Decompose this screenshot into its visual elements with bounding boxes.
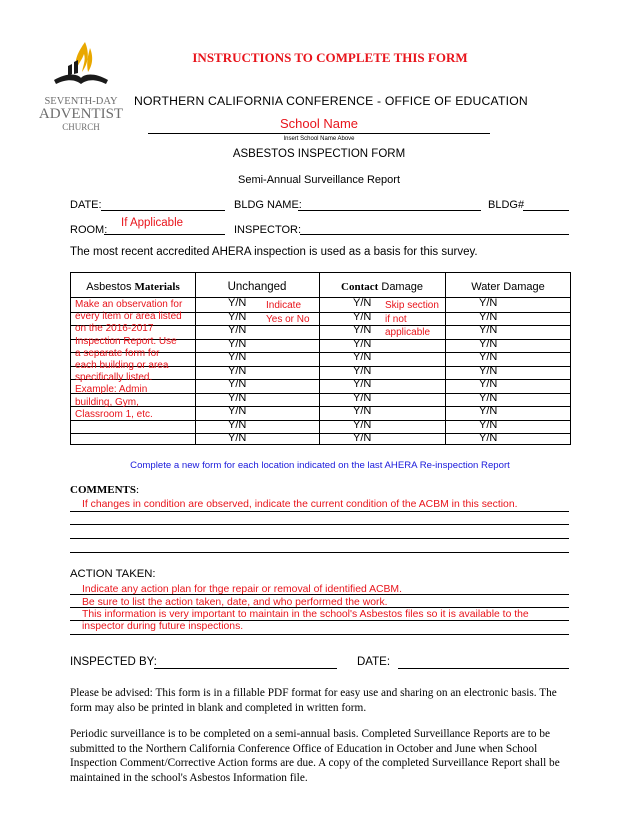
unchanged-yn[interactable]: Y/N	[228, 297, 247, 309]
header-materials-part2: Materials	[134, 281, 180, 293]
header-contact-damage	[319, 281, 445, 293]
signoff-date-label: DATE:	[357, 656, 391, 668]
comments-label-colon: :	[136, 484, 140, 496]
unchanged-yn[interactable]: Y/N	[228, 351, 247, 363]
water-damage-yn[interactable]: Y/N	[479, 337, 498, 350]
inspector-label: INSPECTOR:	[234, 224, 302, 236]
comments-line-2[interactable]	[70, 524, 569, 525]
water-damage-yn[interactable]: Y/N	[479, 364, 498, 377]
unchanged-yn[interactable]: Y/N	[228, 337, 247, 350]
contact-damage-yn[interactable]: Y/N	[353, 405, 372, 417]
flame-book-icon	[38, 40, 124, 92]
instructions-title: INSTRUCTIONS TO COMPLETE THIS FORM	[192, 50, 468, 65]
unchanged-yn[interactable]: Y/N	[228, 418, 247, 431]
col-divider	[195, 273, 196, 444]
action-taken-line-4[interactable]: inspector during future inspections.	[82, 621, 244, 632]
contact-damage-yn[interactable]: Y/N	[353, 418, 372, 431]
date-label: DATE:	[70, 199, 102, 211]
room-hint: If Applicable	[121, 217, 184, 229]
conference-name: NORTHERN CALIFORNIA CONFERENCE - OFFICE OF EDUCATION	[134, 94, 528, 108]
bldg-name-label: BLDG NAME:	[234, 199, 302, 211]
contact-damage-yn[interactable]: Y/N	[353, 310, 372, 323]
water-damage-yn[interactable]: Y/N	[479, 310, 498, 323]
comments-line-4[interactable]	[70, 552, 569, 553]
materials-note-line: each building or area	[75, 360, 169, 372]
inspector-field[interactable]	[300, 234, 569, 235]
contact-damage-yn[interactable]: Y/N	[353, 337, 372, 350]
date-field[interactable]	[101, 210, 225, 211]
water-damage-yn[interactable]: Y/N	[479, 297, 498, 309]
contact-note	[385, 299, 439, 340]
contact-damage-yn[interactable]: Y/N	[353, 297, 372, 309]
report-title: Semi-Annual Surveillance Report	[237, 174, 401, 186]
water-damage-yn[interactable]: Y/N	[479, 418, 498, 431]
basis-note: The most recent accredited AHERA inspection is used as a basis for this survey.	[70, 246, 478, 258]
comments-line-1[interactable]	[70, 511, 569, 512]
action-taken-line-3[interactable]: This information is very important to maintain in the school's Asbestos files so it is available to the	[82, 609, 529, 620]
comments-label-text: COMMENTS	[70, 484, 136, 496]
school-name-note: Insert School Name Above	[283, 136, 355, 142]
water-damage-yn[interactable]: Y/N	[479, 391, 498, 404]
unchanged-note-line: Yes or No	[266, 313, 310, 325]
school-name-field[interactable]: School Name	[279, 116, 359, 131]
water-damage-yn[interactable]: Y/N	[479, 405, 498, 417]
unchanged-yn[interactable]: Y/N	[228, 364, 247, 377]
logo-text-line2: ADVENTIST	[38, 106, 124, 122]
contact-damage-yn[interactable]: Y/N	[353, 364, 372, 377]
action-underline	[70, 594, 569, 595]
logo-text-line1: SEVENTH-DAY	[44, 96, 118, 107]
col-divider	[319, 273, 320, 444]
unchanged-yn[interactable]: Y/N	[228, 405, 247, 417]
room-label: ROOM:	[70, 224, 108, 236]
header-materials	[71, 281, 195, 293]
contact-damage-yn[interactable]: Y/N	[353, 391, 372, 404]
water-damage-yn[interactable]: Y/N	[479, 432, 498, 444]
action-underline	[70, 620, 569, 621]
contact-damage-yn[interactable]: Y/N	[353, 351, 372, 363]
school-name-underline	[148, 133, 490, 134]
signoff-date-field[interactable]	[398, 668, 569, 669]
materials-note	[75, 299, 193, 421]
unchanged-yn[interactable]: Y/N	[228, 391, 247, 404]
comments-label	[70, 484, 139, 496]
materials-note-line: every item or area listed	[75, 311, 182, 323]
unchanged-yn[interactable]: Y/N	[228, 310, 247, 323]
materials-note-line: on the 2016-2017	[75, 323, 154, 335]
materials-note-line: building, Gym,	[75, 396, 139, 408]
contact-damage-yn[interactable]: Y/N	[353, 324, 372, 336]
header-unchanged: Unchanged	[227, 281, 287, 293]
logo-text-line3: CHURCH	[62, 122, 100, 132]
materials-note-line: Make an observation for	[75, 299, 183, 310]
bldg-number-field[interactable]	[523, 210, 569, 211]
comments-hint: If changes in condition are observed, indicate the current condition of the ACBM in this section.	[82, 499, 518, 510]
contact-note-line: Skip section	[385, 300, 439, 311]
surveillance-note: Periodic surveillance is to be completed on a semi-annual basis. Completed Surveillance Reports are to be submitted to the Northern California Conference Office of Education in October and June when School Inspection Comment/Corrective Action forms are due. A copy of the completed Surveillance Report shall be maintained in the school's Asbestos Information file.	[70, 728, 560, 784]
header-water-damage: Water Damage	[471, 281, 545, 293]
materials-note-line: specifically listed.	[75, 372, 153, 384]
header-materials-part1: Asbestos	[86, 281, 132, 293]
unchanged-yn[interactable]: Y/N	[228, 324, 247, 336]
water-damage-yn[interactable]: Y/N	[479, 351, 498, 363]
water-damage-yn[interactable]: Y/N	[479, 378, 498, 390]
unchanged-yn[interactable]: Y/N	[228, 432, 247, 444]
materials-note-line: Classroom 1, etc.	[75, 408, 153, 420]
action-taken-line-1[interactable]: Indicate any action plan for thge repair or removal of identified ACBM.	[82, 584, 402, 595]
inspected-by-field[interactable]	[154, 668, 337, 669]
new-form-note: Complete a new form for each location indicated on the last AHERA Re-inspection Report	[130, 460, 510, 471]
comments-line-3[interactable]	[70, 538, 569, 539]
unchanged-note	[266, 299, 310, 326]
action-taken-line-2[interactable]: Be sure to list the action taken, date, and who performed the work.	[82, 597, 388, 608]
materials-table	[70, 272, 571, 445]
unchanged-yn[interactable]: Y/N	[228, 378, 247, 390]
header-contact-part1: Contact	[341, 281, 379, 293]
form-title: ASBESTOS INSPECTION FORM	[232, 148, 406, 160]
unchanged-note-line: Indicate	[266, 300, 302, 311]
col-divider	[445, 273, 446, 444]
room-field[interactable]	[104, 234, 225, 235]
contact-damage-yn[interactable]: Y/N	[353, 432, 372, 444]
inspected-by-label: INSPECTED BY:	[70, 656, 157, 668]
fillable-pdf-note: Please be advised: This form is in a fillable PDF format for easy use and sharing on an electronic basis. The form may also be printed in blank and completed in written form.	[70, 687, 557, 714]
contact-note-line: if not	[385, 313, 407, 325]
contact-damage-yn[interactable]: Y/N	[353, 378, 372, 390]
action-underline	[70, 607, 569, 608]
materials-note-line: a separate form for	[75, 347, 160, 359]
bldg-number-label: BLDG#	[488, 199, 525, 211]
action-taken-label: ACTION TAKEN:	[70, 568, 156, 580]
materials-note-line: Inspection Report. Use	[75, 335, 177, 347]
water-damage-yn[interactable]: Y/N	[479, 324, 498, 336]
action-underline	[70, 634, 569, 635]
header-contact-part2: Damage	[381, 281, 423, 293]
bldg-name-field[interactable]	[298, 210, 481, 211]
contact-note-line: applicable	[385, 327, 431, 339]
materials-note-line: Example: Admin	[75, 384, 148, 396]
